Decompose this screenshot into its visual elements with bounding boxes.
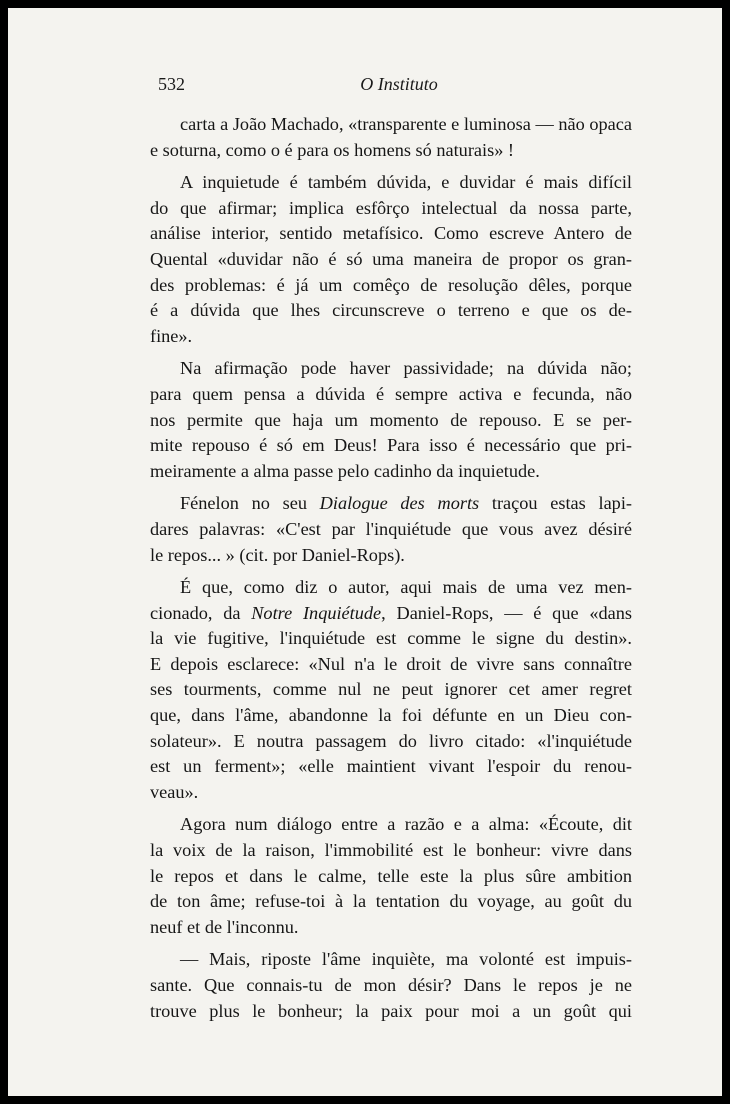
- paragraph-gap: [150, 484, 632, 491]
- text-line: des problemas: é já um comêço de resolução dêles, porque: [150, 274, 632, 295]
- page-header: [158, 74, 640, 102]
- text-line: la vie fugitive, l'inquiétude est comme le signe du destin».: [150, 628, 632, 649]
- paragraph: [150, 170, 632, 349]
- italic-title: Dialogue des morts: [319, 493, 480, 514]
- text-line: para quem pensa a dúvida é sempre activa e fecunda, não: [150, 383, 632, 404]
- text-line: le repos... » (cit. por Daniel-Rops).: [150, 544, 405, 565]
- paragraph: [150, 491, 632, 568]
- paragraph: [150, 812, 632, 940]
- text-line: Agora num diálogo entre a razão e a alma: «Écoute, dit: [180, 814, 632, 835]
- text-line: carta a João Machado, «transparente e luminosa — não opaca: [180, 114, 632, 134]
- text-segment: , Daniel-Rops, — é que «dans: [381, 602, 632, 623]
- text-line: ses tourments, comme nul ne peut ignorer cet amer regret: [150, 679, 632, 700]
- text-line: e soturna, como o é para os homens só naturais» !: [150, 139, 515, 160]
- text-line: neuf et de l'inconnu.: [150, 916, 299, 937]
- text-line: Na afirmação pode haver passividade; na dúvida não;: [180, 358, 632, 379]
- text-line: [150, 601, 632, 627]
- text-line: trouve plus le bonheur; la paix pour moi a un goût qui: [150, 1000, 632, 1021]
- text-line: fine».: [150, 325, 193, 346]
- running-title: O Instituto: [360, 74, 438, 94]
- paragraph-gap: [150, 568, 632, 575]
- text-line: mite repouso é só em Deus! Para isso é necessário que pri-: [150, 435, 632, 456]
- text-line: la voix de la raison, l'immobilité est le bonheur: vivre dans: [150, 840, 632, 861]
- text-line: est un ferment»; «elle maintient vivant l'espoir du renou-: [150, 756, 632, 777]
- text-line: A inquietude é também dúvida, e duvidar é mais difícil: [180, 172, 632, 193]
- text-line: — Mais, riposte l'âme inquiète, ma volonté est impuis-: [180, 949, 632, 970]
- text-segment: cionado, da: [150, 602, 252, 623]
- paragraph: [150, 112, 632, 163]
- text-line: análise interior, sentido metafísico. Como escreve Antero de: [150, 223, 632, 244]
- text-line: É que, como diz o autor, aqui mais de uma vez men-: [180, 577, 632, 598]
- text-line: é a dúvida que lhes circunscreve o terreno e que os de-: [150, 300, 632, 321]
- text-line: de ton âme; refuse-toi à la tentation du voyage, au goût du: [150, 891, 632, 912]
- text-line: le repos et dans le calme, telle este la plus sûre ambition: [150, 865, 632, 886]
- italic-title: Notre Inquiétude: [251, 602, 382, 623]
- paragraph: [150, 575, 632, 805]
- paragraph-gap: [150, 349, 632, 356]
- text-line: do que afirmar; implica esfôrço intelectual da nossa parte,: [150, 197, 632, 218]
- text-line: que, dans l'âme, abandonne la foi défunte en un Dieu con-: [150, 705, 632, 726]
- text-line: nos permite que haja um momento de repouso. E se per-: [150, 409, 632, 430]
- text-segment: Fénelon no seu: [180, 493, 320, 514]
- text-segment: traçou estas lapi-: [479, 493, 632, 514]
- text-line: sante. Que connais-tu de mon désir? Dans le repos je ne: [150, 975, 632, 995]
- text-line: E depois esclarece: «Nul n'a le droit de vivre sans connaître: [150, 653, 632, 674]
- paragraph: [150, 356, 632, 484]
- text-line: meiramente a alma passe pelo cadinho da inquietude.: [150, 460, 540, 481]
- text-line: dares palavras: «C'est par l'inquiétude que vous avez désiré: [150, 518, 632, 539]
- paragraph-gap: [150, 940, 632, 947]
- text-line: veau».: [150, 781, 199, 802]
- paragraph-gap: [150, 805, 632, 812]
- paragraph-gap: [150, 163, 632, 170]
- body-text: [150, 112, 632, 1024]
- paragraph: [150, 947, 632, 1024]
- text-line: Quental «duvidar não é só uma maneira de propor os gran-: [150, 248, 632, 269]
- text-line: [150, 491, 632, 517]
- text-line: solateur». E noutra passagem do livro citado: «l'inquiétude: [150, 730, 632, 751]
- page-number: 532: [158, 74, 185, 94]
